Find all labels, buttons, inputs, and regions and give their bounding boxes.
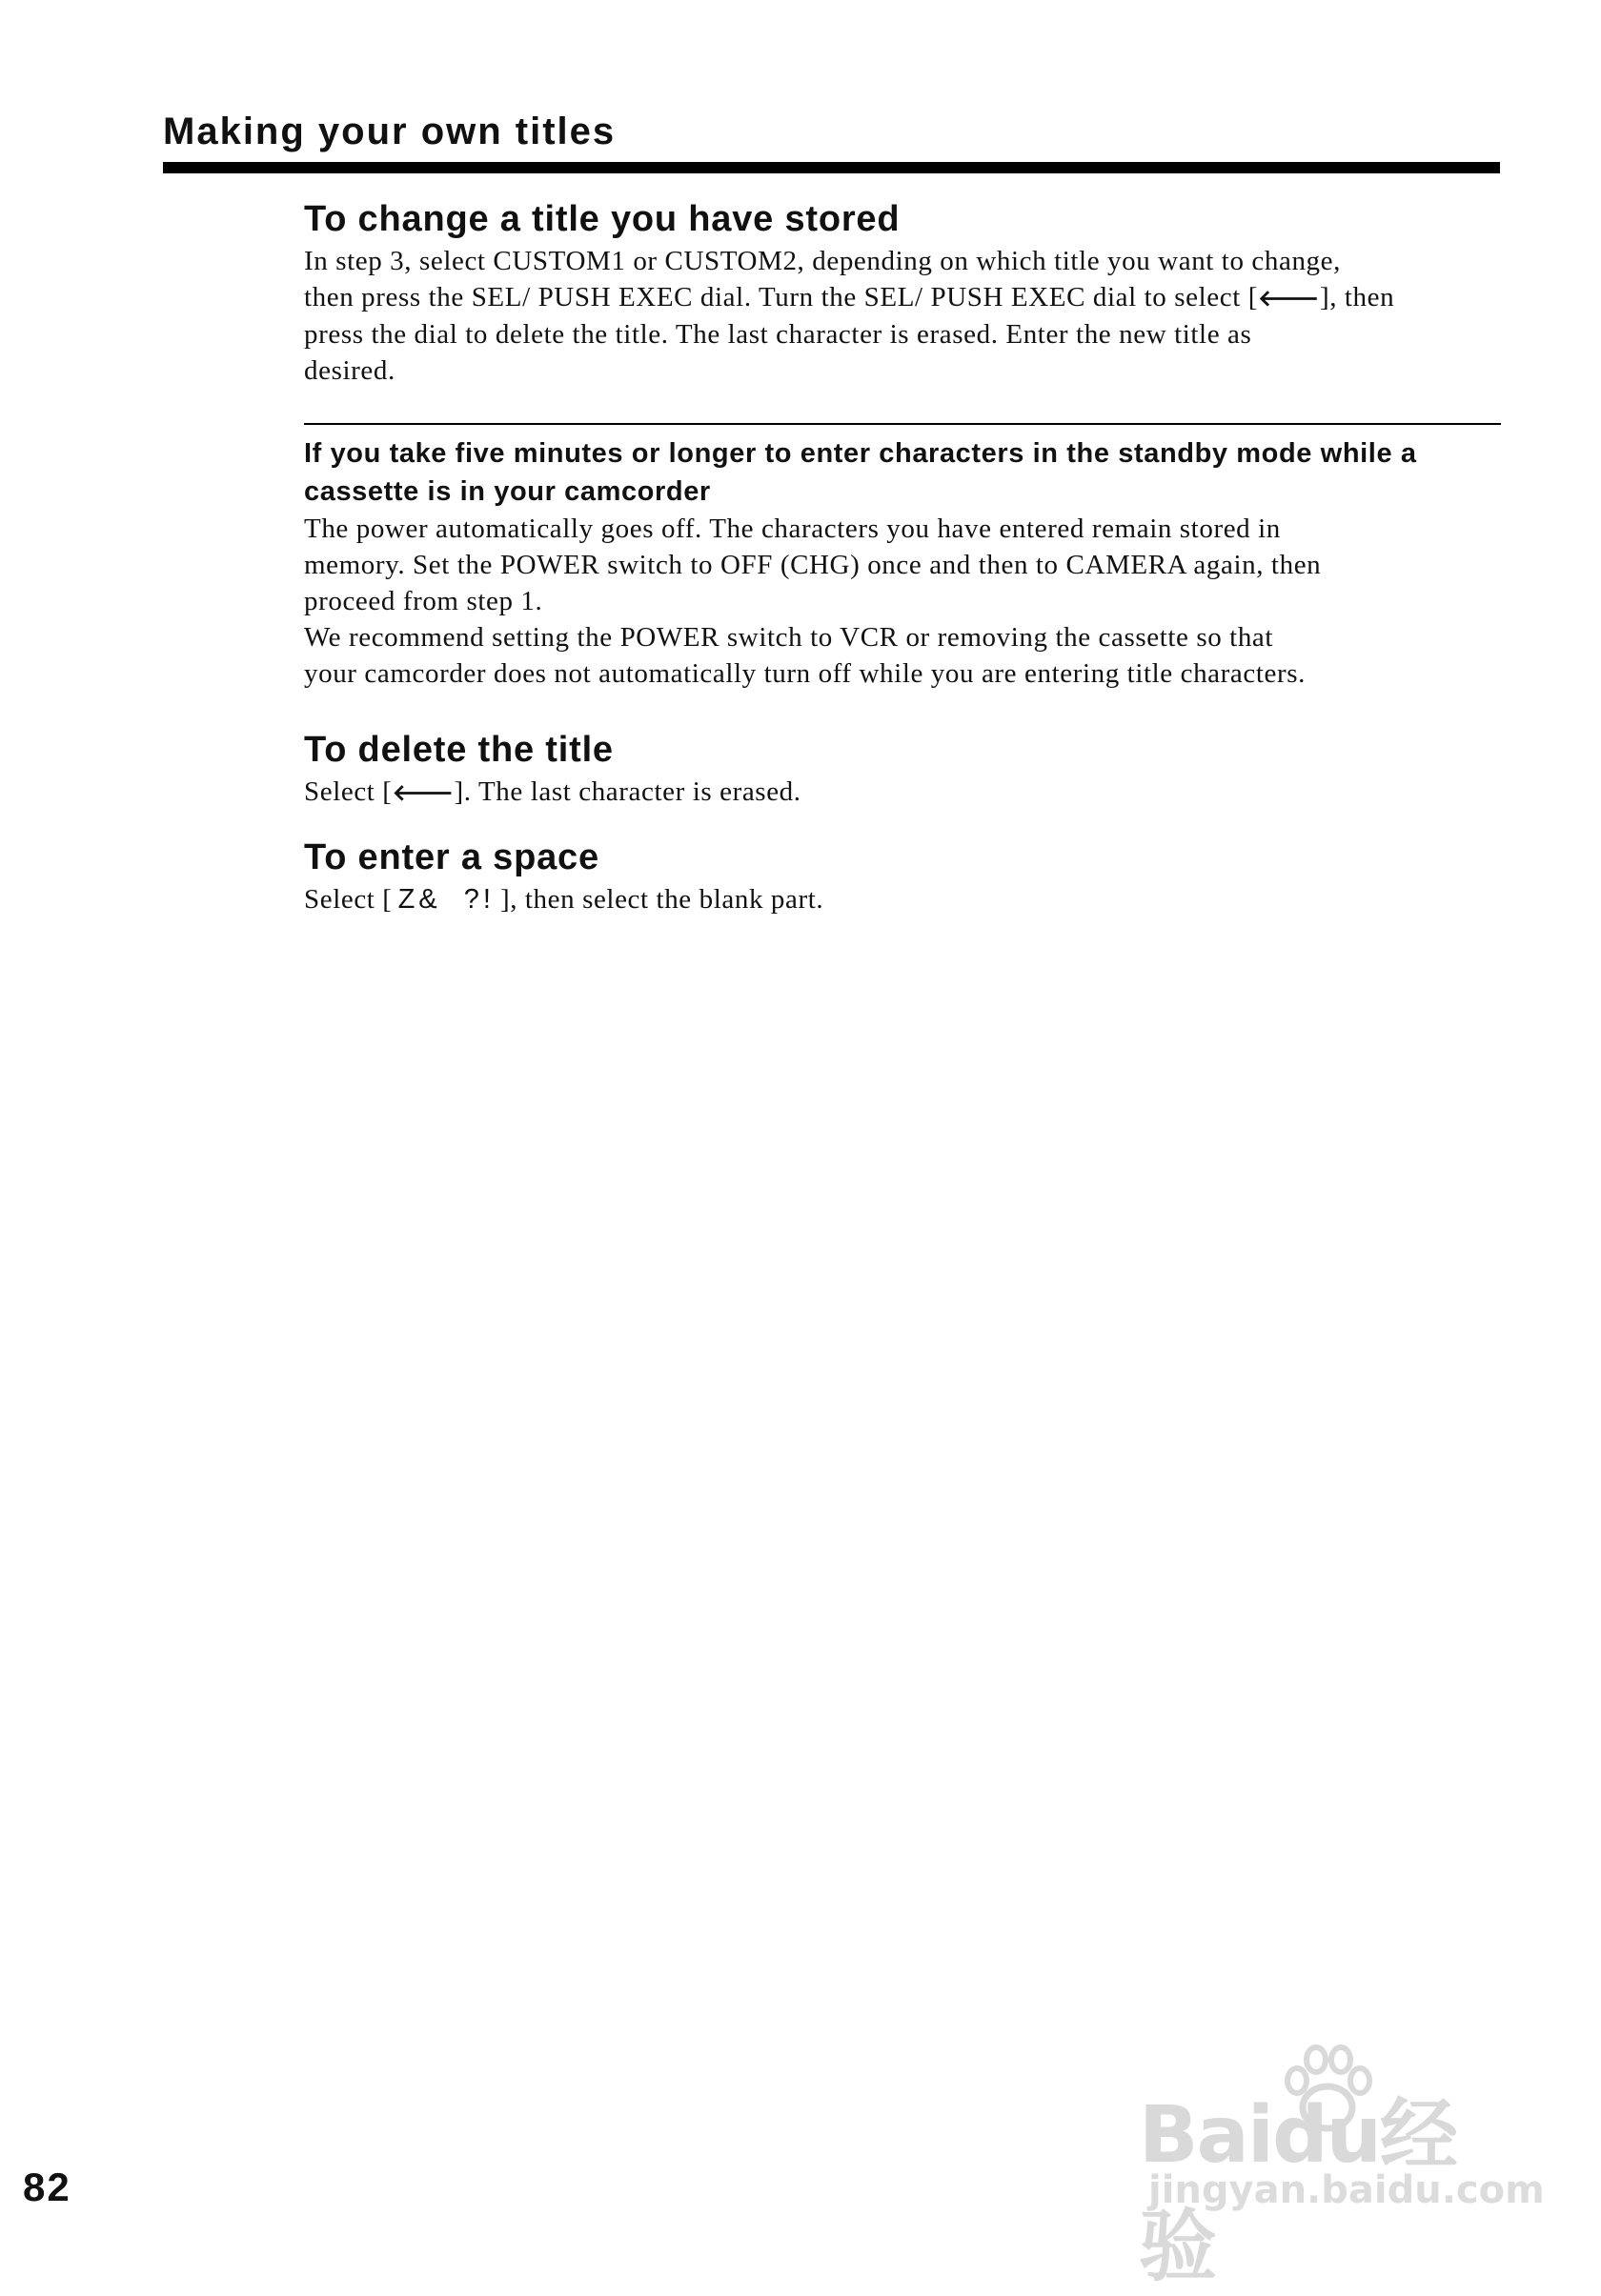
delete-title-heading: To delete the title (304, 730, 614, 770)
section-header (163, 111, 1500, 153)
enter-space-body (304, 881, 1501, 917)
back-arrow-icon: 🡐 (1257, 285, 1320, 312)
watermark-sub: jingyan.baidu.com (1148, 2168, 1545, 2212)
body-line: desired. (304, 355, 395, 386)
body-line: proceed from step 1. (304, 586, 543, 616)
symbol-set: Z& ?! (397, 884, 495, 915)
page-number: 82 (23, 2165, 71, 2209)
note-heading (304, 434, 1501, 511)
enter-space-section (304, 834, 1501, 917)
body-text: Select [ (304, 884, 393, 915)
note-heading-line: cassette is in your camcorder (304, 476, 711, 507)
delete-title-body (304, 774, 1501, 811)
body-line: memory. Set the POWER switch to OFF (CHG) once and then to CAMERA again, then (304, 550, 1322, 580)
change-title-body (304, 243, 1501, 389)
change-title-section (304, 195, 1501, 389)
body-text: ], then select the blank part. (499, 884, 824, 915)
main-content (304, 195, 1501, 952)
baidu-watermark (1139, 2039, 1545, 2292)
body-line: In step 3, select CUSTOM1 or CUSTOM2, depending on which title you want to change, (304, 246, 1341, 276)
body-line: your camcorder does not automatically turn off while you are entering title characters. (304, 658, 1306, 689)
delete-title-section (304, 726, 1501, 811)
note-heading-line: If you take five minutes or longer to enter characters in the standby mode while a (304, 438, 1417, 469)
note-divider (304, 423, 1501, 425)
body-line: press the dial to delete the title. The last character is erased. Enter the new title as (304, 319, 1252, 350)
body-line: We recommend setting the POWER switch to VCR or removing the cassette so that (304, 622, 1274, 653)
change-title-heading: To change a title you have stored (304, 199, 901, 239)
watermark-main: Baidu经验 (1139, 2090, 1457, 2292)
enter-space-heading: To enter a space (304, 837, 599, 877)
header-rule (163, 162, 1500, 173)
note-section (304, 434, 1501, 692)
body-line: then press the SEL/ PUSH EXEC dial. Turn the SEL/ PUSH EXEC dial to select [ (304, 282, 1258, 312)
section-title: Making your own titles (163, 111, 617, 152)
note-body (304, 511, 1501, 692)
body-text: Select [ (304, 776, 393, 807)
body-line: The power automatically goes off. The characters you have entered remain stored in (304, 514, 1281, 544)
body-line: ], then (1319, 282, 1395, 312)
body-text: ]. The last character is erased. (454, 776, 801, 807)
back-arrow-icon: 🡐 (392, 779, 455, 806)
